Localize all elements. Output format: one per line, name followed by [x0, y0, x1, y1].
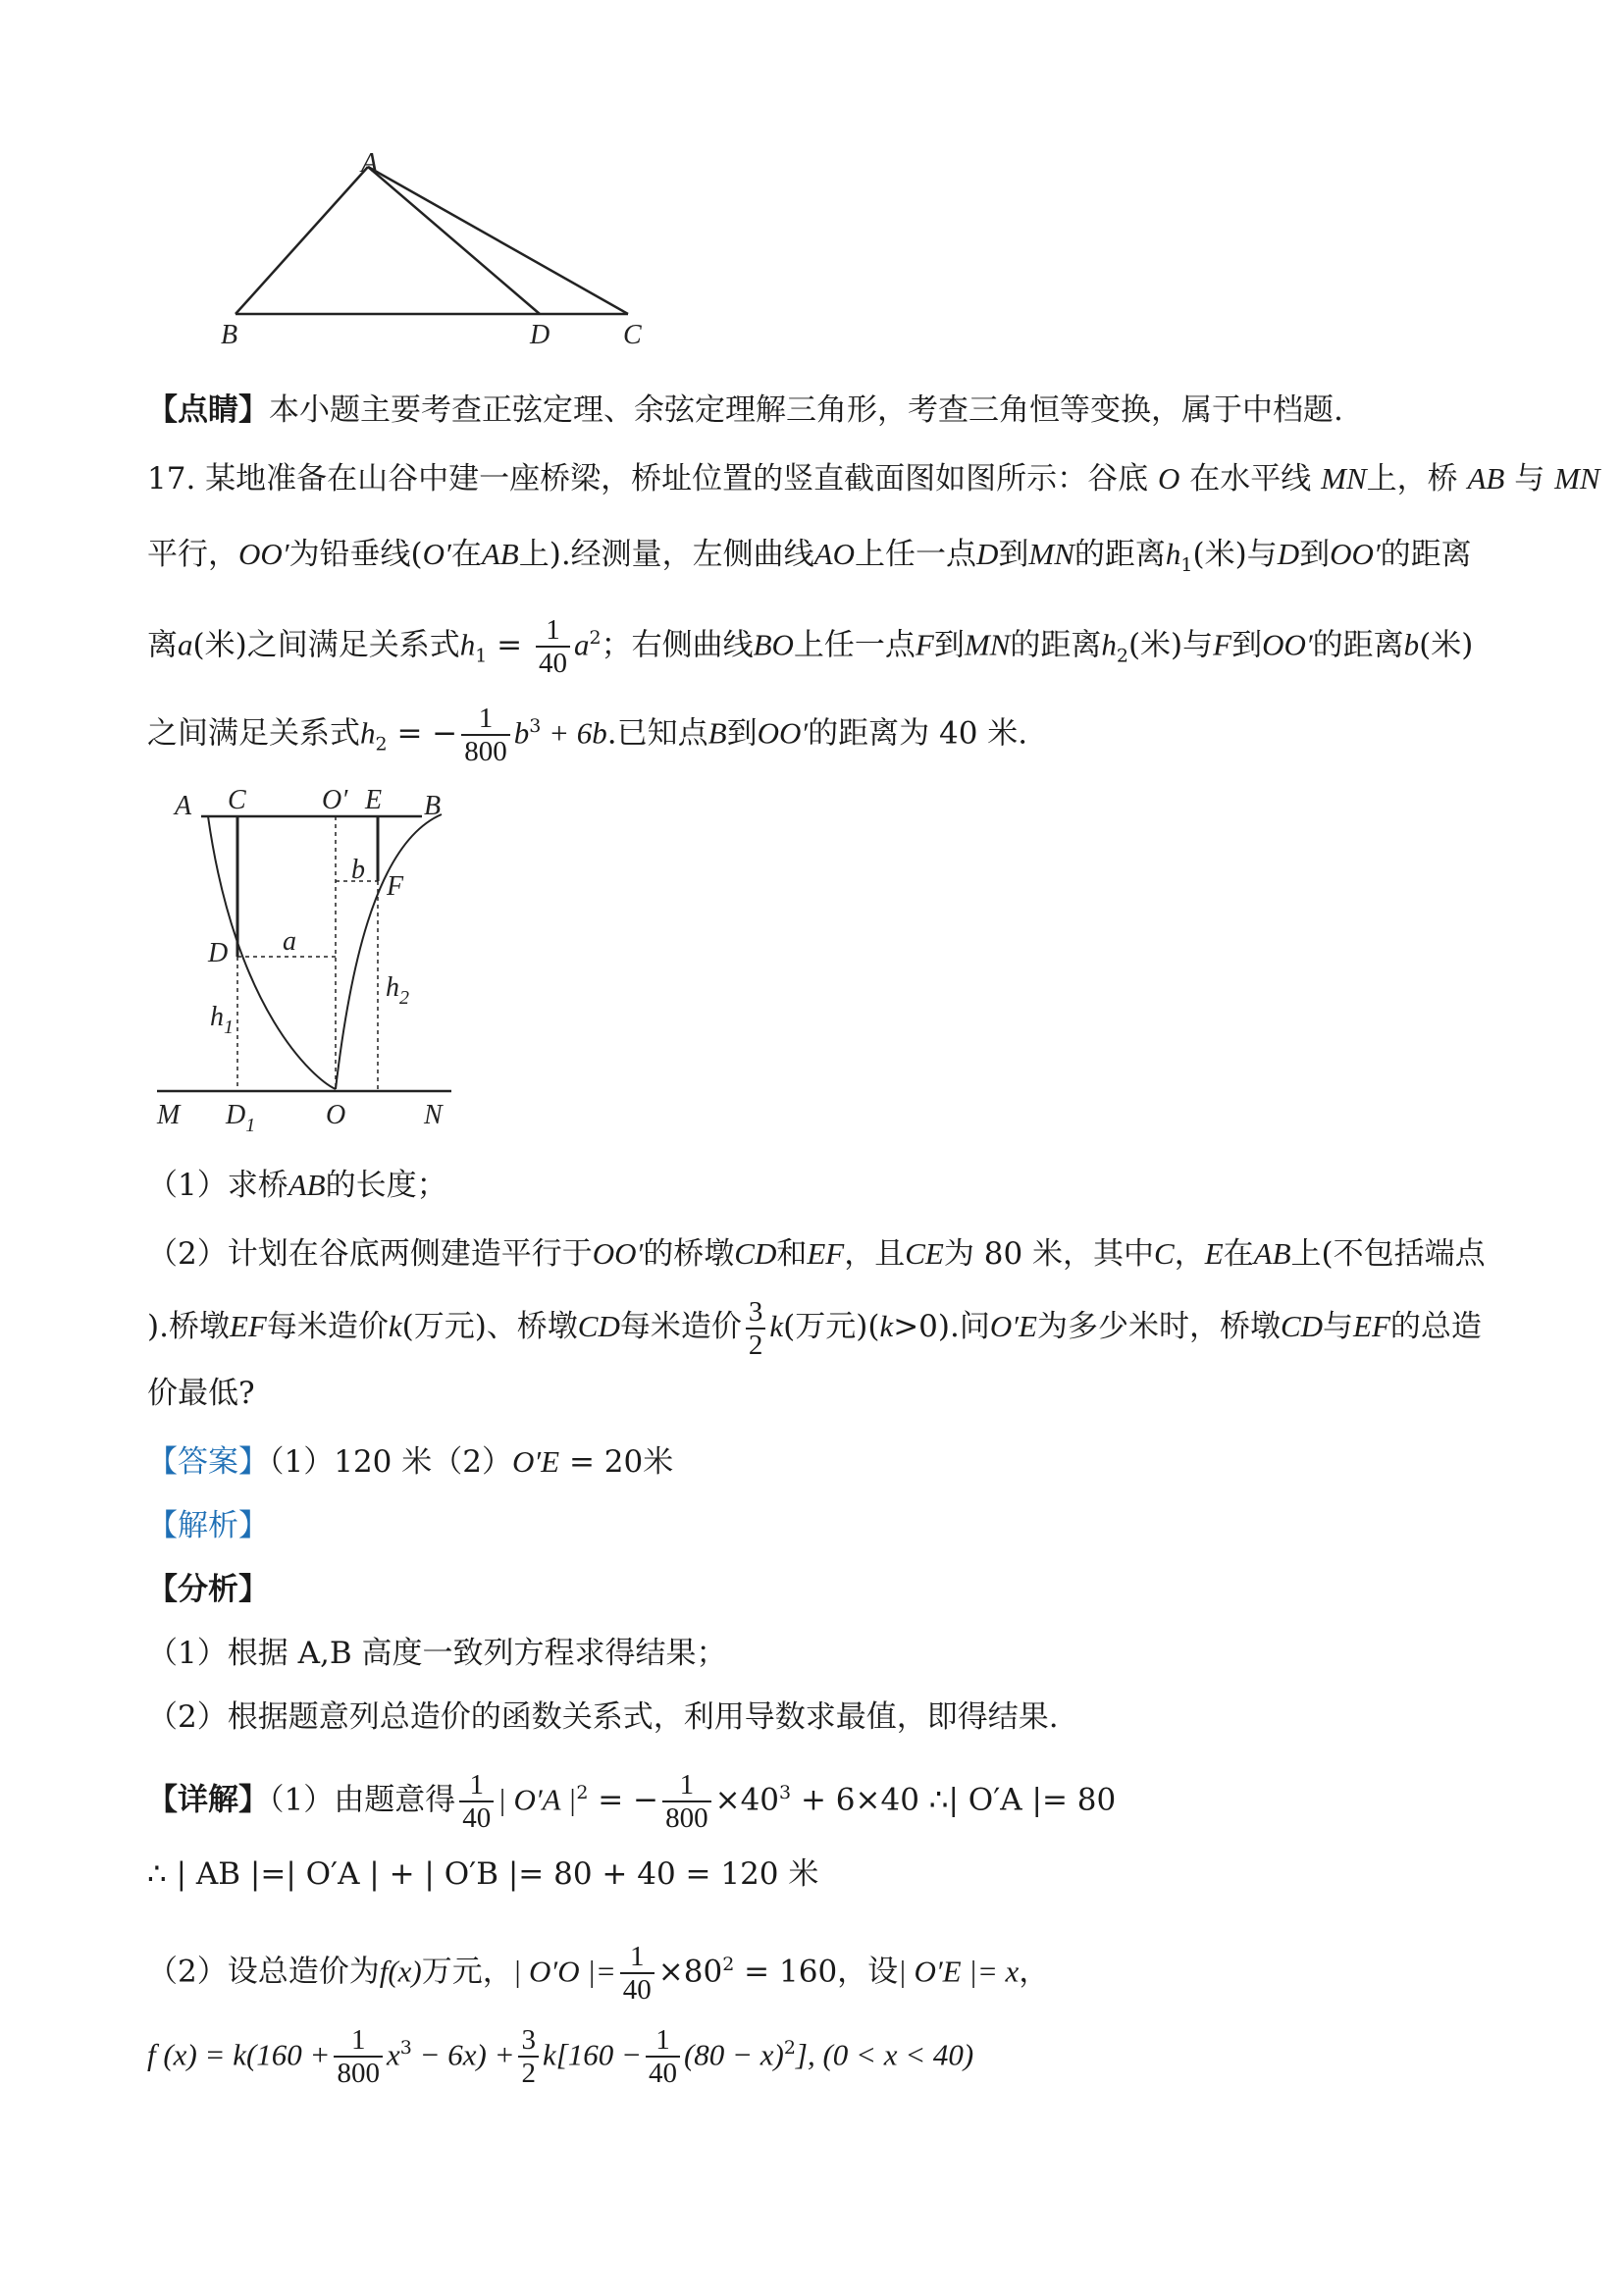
- math-cd: CD: [734, 1236, 777, 1271]
- fraction-1-40: [536, 614, 570, 679]
- math-f: F: [915, 627, 934, 662]
- math-expr: − 6x) +: [411, 2037, 515, 2072]
- math-c: C: [1154, 1236, 1175, 1271]
- fig2-label-d: D: [208, 938, 229, 968]
- math-oop: OO′: [757, 715, 809, 751]
- fig2-label-h1: $h_1$: [210, 1002, 234, 1038]
- q-text: 为多少米时，桥墩: [1036, 1309, 1281, 1344]
- problem-text: 平行，: [147, 537, 238, 572]
- problem-text: 的距离: [1380, 537, 1472, 572]
- question-1: [147, 1166, 447, 1205]
- dianjing-tag: 【点睛】: [147, 392, 269, 428]
- fig2-label-op: O′: [322, 785, 348, 815]
- math-oop: OO′: [1262, 627, 1313, 662]
- fraction-1-800: [662, 1769, 711, 1834]
- math-h1: h: [1165, 537, 1181, 571]
- triangle-label-b: B: [221, 320, 238, 350]
- bridge-figure: [147, 785, 471, 1138]
- math-oop: OO′: [238, 537, 289, 571]
- frac-den: 40: [538, 647, 567, 679]
- fig2-label-f: F: [387, 871, 404, 902]
- problem-text: 的距离: [1073, 537, 1166, 572]
- fig2-label-n: N: [424, 1100, 443, 1130]
- sol-text: 万元，: [421, 1954, 513, 1990]
- problem-text: 到: [726, 715, 758, 752]
- problem-text: 上，桥: [1366, 461, 1458, 496]
- q-text: ).桥墩: [147, 1309, 230, 1344]
- problem-text: 某地准备在山谷中建一座桥梁，桥址位置的竖直截面图如图所示：谷底: [205, 461, 1149, 496]
- math-k: k: [388, 1309, 402, 1343]
- fig2-label-a-dist: a: [283, 926, 296, 957]
- math-expr: x: [386, 2037, 400, 2072]
- fraction-1-40: [459, 1769, 494, 1834]
- math-ab: AB: [1253, 1236, 1291, 1271]
- math-cd: CD: [1280, 1309, 1324, 1343]
- fig2-label-a: A: [175, 791, 192, 821]
- math-expr: = −: [588, 1782, 659, 1818]
- fenxi-line: [147, 1570, 269, 1609]
- math-a: a: [178, 627, 193, 662]
- dianjing-text: 本小题主要考查正弦定理、余弦定理解三角形，考查三角恒等变换，属于中档题.: [269, 392, 1343, 428]
- math-eq: = −: [387, 715, 458, 752]
- math-sub: 1: [1180, 554, 1193, 577]
- math-h: h: [360, 715, 376, 751]
- problem-text: 的距离: [1010, 627, 1102, 663]
- xiangjie-line-4: [147, 2016, 973, 2089]
- frac-num: 1: [646, 2024, 680, 2058]
- problem-text: 到: [933, 627, 965, 663]
- fraction-1-800: [461, 703, 510, 767]
- xiangjie-line-1: [147, 1761, 1116, 1834]
- problem-text: 之间满足关系式: [147, 715, 360, 752]
- math-expr: | O′O |=: [512, 1954, 616, 1989]
- problem-text: 在水平线: [1189, 461, 1312, 496]
- problem-text: .已知点: [606, 715, 708, 752]
- q-text: ，: [1174, 1236, 1205, 1272]
- dianjing-line: [147, 391, 1343, 430]
- problem-text: 上任一点: [793, 627, 916, 663]
- q-text: 上(不包括端点: [1290, 1236, 1486, 1272]
- problem-text: 的距离: [1312, 627, 1404, 663]
- triangle-label-c: C: [623, 320, 642, 350]
- math-exp: 2: [783, 2037, 796, 2059]
- problem-text: 到: [1299, 537, 1331, 572]
- math-expr: f (x) = k(160 +: [147, 2037, 331, 2072]
- fraction-1-800: [334, 2024, 383, 2089]
- math-d: D: [976, 537, 999, 571]
- fenxi-text: （1）根据 A,B 高度一致列方程求得结果；: [147, 1636, 727, 1671]
- fraction-3-2: [518, 2024, 539, 2089]
- frac-den: 800: [337, 2057, 380, 2089]
- math-bo: BO: [753, 627, 794, 662]
- q-text: （2）计划在谷底两侧建造平行于: [147, 1236, 593, 1272]
- math-exp: 3: [529, 715, 542, 737]
- math-exp: 3: [399, 2037, 412, 2059]
- fig2-label-e: E: [365, 785, 383, 815]
- math-exp: 2: [722, 1954, 735, 1975]
- math-mn: MN: [1321, 461, 1367, 496]
- fraction-1-40: [646, 2024, 680, 2089]
- problem-text: (米)之间满足关系式: [192, 627, 460, 663]
- math-f: F: [1213, 627, 1232, 662]
- problem-line-1: [147, 459, 1600, 498]
- q-text: ，且: [844, 1236, 906, 1272]
- q-text: 和: [776, 1236, 808, 1272]
- math-ab: AB: [481, 537, 519, 571]
- problem-text: 为铅垂线(: [288, 537, 423, 572]
- fig2-label-b-dist: b: [351, 855, 365, 885]
- math-expr: (80 − x): [683, 2037, 784, 2072]
- problem-text: 到: [998, 537, 1029, 572]
- math-exp: 3: [779, 1782, 792, 1803]
- question-2-line-3: [147, 1374, 255, 1413]
- math-o: O: [1158, 461, 1180, 496]
- math-expr: k[160 −: [542, 2037, 642, 2072]
- xiangjie-line-2: [147, 1854, 818, 1894]
- fraction-3-2: [746, 1296, 766, 1361]
- problem-text: (米)与: [1127, 627, 1214, 663]
- q-text: 在: [1223, 1236, 1254, 1272]
- problem-text: (米): [1419, 627, 1474, 663]
- problem-number: 17.: [147, 461, 196, 496]
- frac-num: 3: [518, 2024, 539, 2058]
- fig2-label-h2: $h_2$: [386, 972, 409, 1009]
- math-op: O′: [422, 537, 451, 571]
- q-text: 每米造价: [266, 1309, 389, 1344]
- problem-text: 与: [1514, 461, 1545, 496]
- q-text: 为 80 米，其中: [943, 1236, 1155, 1272]
- math-fx: f(x): [379, 1954, 422, 1989]
- problem-text: 的距离为 40 米.: [808, 715, 1028, 752]
- math-ef: EF: [1353, 1309, 1390, 1343]
- math-eq: =: [487, 627, 532, 663]
- fig2-label-d1: $D_1$: [226, 1100, 256, 1136]
- math-oop: OO′: [592, 1236, 644, 1271]
- math-b: b: [513, 715, 530, 751]
- math-ef: EF: [229, 1309, 267, 1343]
- math-expr: | O′E |= x: [898, 1954, 1020, 1989]
- triangle-label-a: A: [361, 148, 379, 179]
- triangle-label-d: D: [530, 320, 550, 350]
- answer-line: [147, 1442, 673, 1482]
- math-ab: AB: [288, 1168, 326, 1202]
- math-ce: CE: [905, 1236, 944, 1271]
- q-text: 的桥墩: [643, 1236, 735, 1272]
- frac-num: 1: [662, 1769, 711, 1802]
- jiexi-line: [147, 1506, 269, 1545]
- frac-num: 1: [334, 2024, 383, 2058]
- frac-num: 1: [620, 1941, 654, 1974]
- q-text: 价最低?: [147, 1376, 255, 1411]
- math-oe: O′E: [511, 1444, 560, 1479]
- problem-line-3: 离a(米)之间满足关系式$h_1$ = $\frac{1}{40}$ $a^2$；右侧曲线BO上任一点F到MN的距离$h_2$(米)与F到OO′的距离b(米): [147, 613, 1474, 679]
- math-a: a: [573, 627, 590, 662]
- math-exp: 2: [576, 1782, 589, 1803]
- q-text: 与: [1323, 1309, 1354, 1344]
- math-ao: AO: [813, 537, 855, 571]
- fenxi-tag: 【分析】: [147, 1572, 269, 1607]
- math-mn: MN: [964, 627, 1011, 662]
- frac-num: 1: [461, 703, 510, 736]
- math-ef: EF: [807, 1236, 845, 1271]
- math-oe: O′E: [989, 1309, 1037, 1343]
- frac-num: 1: [459, 1769, 494, 1802]
- fenxi-text: （2）根据题意列总造价的函数关系式，利用导数求最值，即得结果.: [147, 1699, 1059, 1735]
- math-h: h: [459, 627, 476, 662]
- question-2-line-2: [147, 1295, 1482, 1361]
- q-text: 的长度；: [325, 1168, 447, 1203]
- math-oop: OO′: [1330, 537, 1381, 571]
- math-h2: h: [1101, 627, 1117, 662]
- fenxi-2: [147, 1697, 1059, 1737]
- q-text: >0).问: [893, 1309, 990, 1344]
- q-text: （1）求桥: [147, 1168, 288, 1203]
- problem-text: 上任一点: [855, 537, 976, 572]
- answer-text: （1）120 米（2）: [269, 1444, 512, 1480]
- math-expr: ×40: [714, 1782, 780, 1818]
- math-expr: | O′A |: [497, 1782, 577, 1817]
- math-mn: MN: [1028, 537, 1074, 571]
- frac-den: 40: [622, 1973, 652, 2006]
- frac-den: 800: [665, 1801, 708, 1834]
- problem-text: 在: [450, 537, 482, 572]
- math-b: b: [1403, 627, 1420, 662]
- math-expr: ×80: [657, 1954, 723, 1990]
- fig2-label-c: C: [228, 785, 246, 815]
- problem-text: 上).经测量，左侧曲线: [518, 537, 814, 572]
- frac-den: 2: [521, 2057, 536, 2089]
- fig2-label-o: O: [326, 1100, 346, 1130]
- math-d: D: [1277, 537, 1300, 571]
- fenxi-1: [147, 1634, 726, 1673]
- math-k: k: [879, 1309, 894, 1343]
- frac-num: 1: [536, 614, 570, 648]
- math-exp: 2: [589, 627, 602, 649]
- sol-text: （1）由题意得: [269, 1782, 456, 1818]
- math-expr: = 160，设: [734, 1954, 899, 1990]
- frac-den: 2: [748, 1329, 763, 1361]
- problem-text: (米)与: [1192, 537, 1278, 572]
- answer-tag: 【答案】: [147, 1444, 269, 1480]
- problem-line-2: [147, 535, 1472, 585]
- math-sub: 2: [1116, 645, 1128, 667]
- q-text: (万元)、桥墩: [401, 1309, 578, 1344]
- math-b-point: B: [707, 715, 727, 751]
- fig2-label-b: B: [424, 791, 442, 821]
- frac-den: 40: [648, 2057, 677, 2089]
- q-text: 每米造价: [619, 1309, 742, 1344]
- problem-text: ；右侧曲线: [601, 627, 754, 663]
- math-cd: CD: [577, 1309, 620, 1343]
- answer-text: = 20米: [559, 1444, 674, 1480]
- frac-den: 800: [464, 735, 507, 767]
- math-mn: MN: [1554, 461, 1600, 496]
- math-k: k: [769, 1309, 784, 1343]
- sol-text: （2）设总造价为: [147, 1954, 380, 1990]
- frac-den: 40: [462, 1801, 492, 1834]
- fraction-1-40: [620, 1941, 654, 2006]
- xiangjie-line-3: [147, 1933, 1049, 2006]
- q-text: 的总造: [1389, 1309, 1482, 1344]
- jiexi-tag: 【解析】: [147, 1508, 269, 1543]
- triangle-figure: [196, 137, 667, 353]
- question-2-line-1: [147, 1234, 1486, 1274]
- math-expr: ], (0 < x < 40): [795, 2037, 974, 2072]
- problem-line-4: 之间满足关系式$h_2$ = − $\frac{1}{800}$ $b^3 + 6b$.已知点B到OO′的距离为 40 米.: [147, 702, 1028, 767]
- fig2-label-m: M: [157, 1100, 181, 1130]
- problem-text: 离: [147, 627, 178, 663]
- sol-text: ，: [1019, 1954, 1050, 1990]
- frac-num: 3: [746, 1296, 766, 1330]
- q-text: (万元)(: [783, 1309, 880, 1344]
- xiangjie-tag: 【详解】: [147, 1782, 269, 1818]
- sol-text: ∴ | AB |=| O′A | + | O′B |= 80 + 40 = 120 米: [147, 1856, 819, 1892]
- math-expr: + 6×40 ∴| O′A |= 80: [791, 1782, 1117, 1818]
- math-tail: + 6b: [541, 715, 607, 751]
- math-e: E: [1204, 1236, 1224, 1271]
- problem-text: 到: [1231, 627, 1263, 663]
- math-ab: AB: [1467, 461, 1505, 496]
